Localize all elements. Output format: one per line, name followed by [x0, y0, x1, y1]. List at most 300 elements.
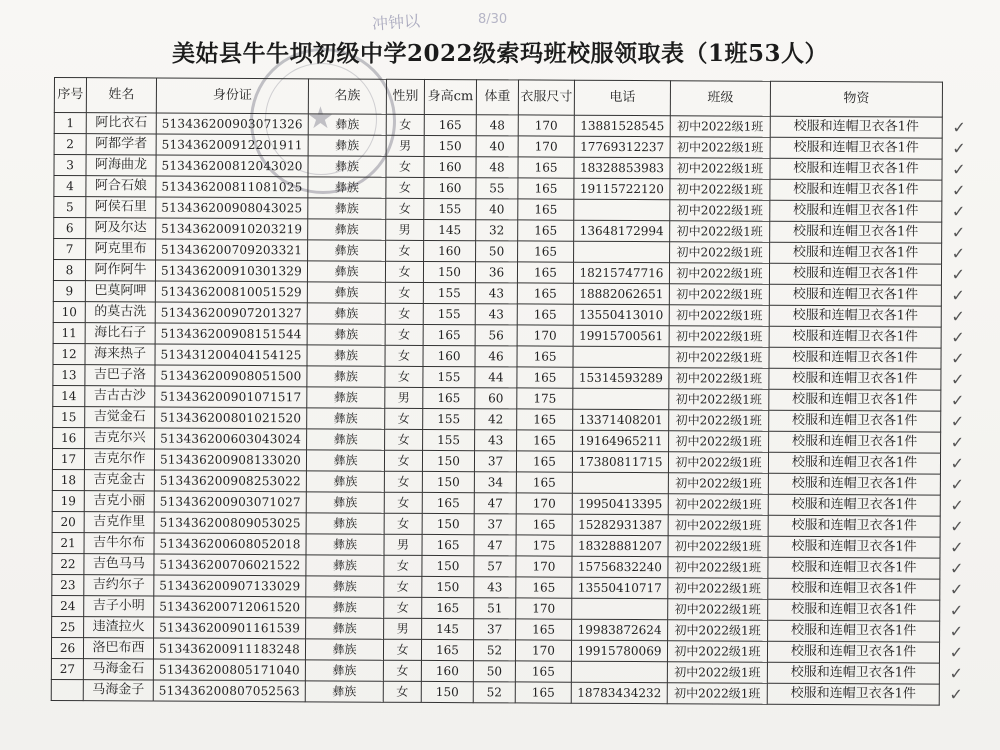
- cell-gender: 女: [386, 114, 424, 135]
- cell-id: 513436200910301329: [155, 260, 307, 282]
- cell-ethnicity: 彝族: [306, 597, 384, 618]
- cell-name: 马海金子: [83, 680, 153, 701]
- cell-size: 170: [515, 640, 571, 661]
- cell-items: 校服和连帽卫衣各1件 ✓: [770, 158, 942, 180]
- cell-class: 初中2022级1班: [669, 368, 769, 390]
- cell-ethnicity: 彝族: [307, 282, 385, 303]
- cell-height: 165: [422, 597, 474, 618]
- cell-index: 1: [54, 113, 86, 134]
- cell-items: 校服和连帽卫衣各1件 ✓: [770, 221, 942, 243]
- cell-weight: 37: [474, 514, 516, 535]
- cell-class: 初中2022级1班: [667, 683, 767, 705]
- cell-id: 513436200812043020: [156, 155, 308, 177]
- cell-gender: 男: [386, 135, 424, 156]
- checkmark-icon: ✓: [952, 117, 966, 137]
- cell-index: 15: [53, 406, 85, 427]
- cell-name: 吉牛尔布: [84, 533, 154, 554]
- cell-phone: 13648172994: [574, 220, 670, 242]
- checkmark-icon: ✓: [951, 180, 966, 200]
- cell-index: 13: [53, 364, 85, 385]
- cell-name: 巴莫阿呷: [85, 281, 155, 302]
- cell-id: 513436200810051529: [155, 281, 307, 303]
- cell-weight: 43: [475, 430, 517, 451]
- cell-phone: 19915700561: [573, 325, 669, 347]
- page-title: 美姑县牛牛坝初级中学2022级索玛班校服领取表（1班53人）: [171, 40, 829, 67]
- cell-gender: 女: [386, 177, 424, 198]
- cell-phone: 17769312237: [574, 136, 670, 158]
- cell-size: 165: [517, 346, 573, 367]
- cell-index: 9: [53, 280, 85, 301]
- checkmark-icon: ✓: [950, 390, 965, 410]
- cell-gender: 女: [384, 513, 422, 534]
- cell-gender: 女: [383, 639, 421, 660]
- cell-height: 160: [423, 345, 475, 366]
- checkmark-icon: ✓: [949, 579, 964, 599]
- cell-weight: 42: [475, 409, 517, 430]
- cell-gender: 女: [383, 660, 421, 681]
- cell-name: 吉克金古: [84, 470, 154, 491]
- cell-index: 23: [52, 574, 84, 595]
- cell-name: 吉克作里: [84, 512, 154, 533]
- cell-class: 初中2022级1班: [668, 599, 768, 621]
- cell-gender: 女: [385, 303, 423, 324]
- cell-size: 165: [518, 157, 574, 178]
- cell-phone: 18215747716: [573, 262, 669, 284]
- cell-name: 阿比衣石: [86, 113, 156, 134]
- cell-class: 初中2022级1班: [670, 221, 770, 243]
- cell-size: 175: [516, 535, 572, 556]
- cell-weight: 51: [474, 598, 516, 619]
- cell-weight: 32: [476, 220, 518, 241]
- cell-index: 25: [52, 616, 84, 637]
- cell-phone: [572, 598, 668, 620]
- cell-ethnicity: 彝族: [306, 534, 384, 555]
- cell-id: 513436200908253022: [154, 470, 306, 492]
- cell-name: 海比石子: [85, 323, 155, 344]
- cell-items: 校服和连帽卫衣各1件 ✓: [768, 473, 940, 495]
- cell-class: 初中2022级1班: [668, 452, 768, 474]
- cell-items: 校服和连帽卫衣各1件 ✓: [770, 242, 942, 264]
- cell-size: 165: [517, 409, 573, 430]
- col-header-name: 姓名: [86, 78, 156, 113]
- cell-height: 150: [422, 471, 474, 492]
- col-header-class: 班级: [670, 81, 770, 117]
- cell-ethnicity: 彝族: [306, 450, 384, 471]
- cell-weight: 48: [476, 115, 518, 136]
- checkmark-icon: ✓: [951, 222, 966, 242]
- cell-phone: [571, 661, 667, 683]
- checkmark-icon: ✓: [950, 474, 964, 494]
- cell-name: 违渣拉火: [84, 617, 154, 638]
- cell-size: 165: [517, 367, 573, 388]
- cell-ethnicity: 彝族: [308, 219, 386, 240]
- cell-index: 7: [54, 239, 86, 260]
- cell-weight: 50: [473, 661, 515, 682]
- cell-items: 校服和连帽卫衣各1件 ✓: [770, 137, 942, 159]
- cell-class: 初中2022级1班: [670, 179, 770, 201]
- cell-items: 校服和连帽卫衣各1件 ✓: [768, 536, 940, 558]
- cell-phone: 19164965211: [573, 430, 669, 452]
- cell-id: 513436200908151544: [155, 323, 307, 345]
- cell-phone: 18783434232: [571, 682, 667, 704]
- cell-gender: 女: [384, 492, 422, 513]
- cell-index: 11: [53, 322, 85, 343]
- cell-weight: 52: [473, 682, 515, 703]
- cell-index: 8: [53, 260, 85, 281]
- checkmark-icon: ✓: [951, 285, 965, 305]
- cell-gender: 女: [386, 198, 424, 219]
- checkmark-icon: ✓: [951, 243, 966, 263]
- cell-size: 170: [516, 556, 572, 577]
- cell-gender: 女: [385, 324, 423, 345]
- cell-weight: 60: [475, 388, 517, 409]
- cell-phone: 13371408201: [573, 409, 669, 431]
- cell-size: 165: [516, 472, 572, 493]
- cell-ethnicity: 彝族: [306, 492, 384, 513]
- cell-id: 513436200908133020: [154, 449, 306, 471]
- cell-class: 初中2022级1班: [669, 263, 769, 285]
- cell-gender: 女: [383, 681, 421, 702]
- cell-items: 校服和连帽卫衣各1件 ✓: [768, 578, 940, 600]
- cell-ethnicity: 彝族: [305, 660, 383, 681]
- cell-weight: 43: [475, 283, 517, 304]
- cell-phone: 19983872624: [572, 619, 668, 641]
- col-header-gender: 性别: [386, 79, 424, 114]
- cell-phone: 18882062651: [573, 283, 669, 305]
- checkmark-icon: ✓: [952, 159, 966, 179]
- cell-name: 吉克小丽: [84, 491, 154, 512]
- cell-id: 513436200903071326: [156, 113, 308, 135]
- cell-weight: 55: [476, 178, 518, 199]
- cell-gender: 女: [384, 555, 422, 576]
- cell-index: 4: [54, 176, 86, 197]
- cell-ethnicity: 彝族: [306, 576, 384, 597]
- uniform-roster-table: [51, 77, 966, 706]
- cell-name: 吉克尔作: [84, 449, 154, 470]
- cell-phone: [574, 199, 670, 221]
- cell-weight: 36: [475, 262, 517, 283]
- cell-weight: 37: [474, 619, 516, 640]
- cell-name: 吉约尔子: [84, 575, 154, 596]
- cell-height: 145: [424, 219, 476, 240]
- table-body: [51, 113, 966, 706]
- cell-gender: 女: [386, 240, 424, 261]
- cell-ethnicity: 彝族: [308, 177, 386, 198]
- cell-height: 165: [424, 114, 476, 135]
- cell-size: 165: [518, 178, 574, 199]
- table-row: [51, 679, 939, 705]
- cell-index: 22: [52, 553, 84, 574]
- cell-id: 513436200709203321: [156, 239, 308, 261]
- cell-height: 155: [423, 366, 475, 387]
- cell-height: 155: [424, 198, 476, 219]
- cell-class: 初中2022级1班: [669, 326, 769, 348]
- cell-items: 校服和连帽卫衣各1件 ✓: [770, 200, 942, 222]
- cell-height: 150: [422, 576, 474, 597]
- cell-id: 513436200912201911: [156, 134, 308, 156]
- cell-gender: 男: [384, 618, 422, 639]
- cell-items: 校服和连帽卫衣各1件 ✓: [769, 284, 941, 306]
- cell-ethnicity: 彝族: [305, 639, 383, 660]
- cell-class: 初中2022级1班: [670, 200, 770, 222]
- checkmark-icon: ✓: [950, 369, 965, 389]
- cell-phone: 13550410717: [572, 577, 668, 599]
- cell-class: 初中2022级1班: [668, 620, 768, 642]
- cell-height: 155: [423, 408, 475, 429]
- cell-height: 155: [423, 429, 475, 450]
- cell-id: 513436200901071517: [155, 386, 307, 408]
- cell-ethnicity: 彝族: [307, 303, 385, 324]
- cell-name: 吉觉金石: [85, 407, 155, 428]
- checkmark-icon: ✓: [951, 348, 965, 368]
- checkmark-icon: ✓: [951, 264, 966, 284]
- cell-phone: 18328881207: [572, 535, 668, 557]
- checkmark-icon: ✓: [950, 432, 965, 452]
- cell-class: 初中2022级1班: [668, 515, 768, 537]
- cell-height: 150: [423, 261, 475, 282]
- cell-id: 513436200910203219: [156, 218, 308, 240]
- handwritten-date: 8/30: [478, 12, 508, 27]
- cell-id: 513436200809053025: [154, 512, 306, 534]
- cell-name: 吉克尔兴: [85, 428, 155, 449]
- cell-size: 170: [517, 325, 573, 346]
- cell-class: 初中2022级1班: [669, 284, 769, 306]
- cell-phone: 17380811715: [572, 451, 668, 473]
- checkmark-icon: ✓: [951, 327, 965, 347]
- cell-phone: [573, 388, 669, 410]
- cell-class: 初中2022级1班: [669, 389, 769, 411]
- cell-name: 阿海曲龙: [86, 155, 156, 176]
- cell-size: 165: [516, 451, 572, 472]
- cell-weight: 43: [475, 304, 517, 325]
- cell-gender: 女: [384, 576, 422, 597]
- cell-id: 513436200805171040: [153, 659, 305, 681]
- cell-height: 165: [423, 387, 475, 408]
- cell-height: 150: [424, 135, 476, 156]
- cell-class: 初中2022级1班: [669, 347, 769, 369]
- cell-height: 145: [422, 618, 474, 639]
- checkmark-icon: ✓: [949, 621, 964, 641]
- cell-size: 165: [515, 682, 571, 703]
- cell-name: 阿及尔达: [86, 218, 156, 239]
- cell-index: 16: [53, 427, 85, 448]
- cell-index: 20: [52, 511, 84, 532]
- cell-name: 阿侯石里: [86, 197, 156, 218]
- cell-id: 513436200801021520: [155, 407, 307, 429]
- cell-index: 24: [52, 595, 84, 616]
- cell-ethnicity: 彝族: [306, 471, 384, 492]
- cell-items: 校服和连帽卫衣各1件 ✓: [769, 263, 941, 285]
- cell-phone: 13881528545: [574, 115, 670, 137]
- cell-phone: 15756832240: [572, 556, 668, 578]
- cell-name: 海来热子: [85, 344, 155, 365]
- cell-index: 18: [52, 469, 84, 490]
- cell-weight: 52: [473, 640, 515, 661]
- cell-class: 初中2022级1班: [667, 662, 767, 684]
- checkmark-icon: ✓: [952, 138, 966, 158]
- cell-weight: 44: [475, 367, 517, 388]
- cell-index: 2: [54, 134, 86, 155]
- cell-weight: 57: [474, 556, 516, 577]
- cell-ethnicity: 彝族: [308, 114, 386, 135]
- cell-index: 5: [54, 197, 86, 218]
- cell-height: 160: [424, 177, 476, 198]
- cell-index: 12: [53, 343, 85, 364]
- cell-class: 初中2022级1班: [669, 431, 769, 453]
- cell-ethnicity: 彝族: [307, 387, 385, 408]
- cell-index: 19: [52, 490, 84, 511]
- cell-gender: 男: [384, 534, 422, 555]
- cell-ethnicity: 彝族: [306, 555, 384, 576]
- cell-id: 513436200807052563: [153, 680, 305, 702]
- cell-items: 校服和连帽卫衣各1件 ✓: [768, 452, 940, 474]
- cell-name: 阿都学者: [86, 134, 156, 155]
- cell-phone: 19115722120: [574, 178, 670, 200]
- cell-items: 校服和连帽卫衣各1件 ✓: [769, 305, 941, 327]
- cell-name: 吉古古沙: [85, 386, 155, 407]
- cell-gender: 女: [386, 156, 424, 177]
- cell-gender: 男: [386, 219, 424, 240]
- checkmark-icon: ✓: [950, 537, 964, 557]
- cell-id: 513436200903071027: [154, 491, 306, 513]
- cell-weight: 34: [474, 472, 516, 493]
- cell-size: 165: [517, 304, 573, 325]
- cell-size: 170: [516, 598, 572, 619]
- col-header-phone: 电话: [574, 80, 670, 116]
- cell-height: 150: [421, 681, 473, 702]
- cell-items: 校服和连帽卫衣各1件 ✓: [768, 620, 940, 642]
- checkmark-icon: ✓: [950, 516, 964, 536]
- cell-class: 初中2022级1班: [668, 473, 768, 495]
- cell-size: 165: [516, 514, 572, 535]
- cell-gender: 女: [385, 282, 423, 303]
- col-header-size: 衣服尺寸: [518, 80, 574, 115]
- cell-ethnicity: 彝族: [308, 198, 386, 219]
- col-header-id: 身份证: [156, 78, 308, 114]
- cell-height: 160: [424, 240, 476, 261]
- cell-class: 初中2022级1班: [670, 242, 770, 264]
- checkmark-icon: ✓: [951, 201, 966, 221]
- cell-gender: 女: [384, 471, 422, 492]
- cell-name: 洛巴布西: [83, 638, 153, 659]
- cell-weight: 56: [475, 325, 517, 346]
- cell-index: 27: [51, 658, 83, 679]
- cell-height: 150: [422, 555, 474, 576]
- cell-phone: 18328853983: [574, 157, 670, 179]
- cell-index: 21: [52, 532, 84, 553]
- cell-id: 513436200908051500: [155, 365, 307, 387]
- cell-gender: 女: [385, 366, 423, 387]
- cell-size: 170: [518, 115, 574, 136]
- cell-phone: [574, 241, 670, 263]
- cell-name: 吉子小明: [84, 596, 154, 617]
- checkmark-icon: ✓: [949, 684, 963, 704]
- cell-items: 校服和连帽卫衣各1件 ✓: [767, 683, 939, 705]
- cell-phone: 15314593289: [573, 367, 669, 389]
- cell-items: 校服和连帽卫衣各1件 ✓: [768, 494, 940, 516]
- cell-height: 165: [422, 492, 474, 513]
- cell-name: 马海金石: [83, 659, 153, 680]
- cell-items: 校服和连帽卫衣各1件 ✓: [769, 368, 941, 390]
- checkmark-icon: ✓: [950, 411, 965, 431]
- cell-items: 校服和连帽卫衣各1件 ✓: [768, 599, 940, 621]
- cell-items: 校服和连帽卫衣各1件 ✓: [770, 116, 942, 138]
- cell-gender: 男: [385, 387, 423, 408]
- cell-gender: 女: [385, 429, 423, 450]
- cell-name: 阿克里布: [86, 239, 156, 260]
- cell-items: 校服和连帽卫衣各1件 ✓: [769, 347, 941, 369]
- checkmark-icon: ✓: [949, 600, 964, 620]
- cell-items: 校服和连帽卫衣各1件 ✓: [768, 515, 940, 537]
- cell-gender: 女: [385, 345, 423, 366]
- cell-name: 阿作阿牛: [85, 260, 155, 281]
- cell-height: 160: [424, 156, 476, 177]
- cell-weight: 47: [474, 535, 516, 556]
- cell-index: 6: [54, 218, 86, 239]
- cell-id: 513436200908043025: [156, 197, 308, 219]
- cell-id: 513436200706021522: [154, 554, 306, 576]
- cell-items: 校服和连帽卫衣各1件 ✓: [769, 326, 941, 348]
- checkmark-icon: ✓: [950, 495, 964, 515]
- checkmark-icon: ✓: [950, 453, 965, 473]
- cell-class: 初中2022级1班: [669, 305, 769, 327]
- cell-items: 校服和连帽卫衣各1件 ✓: [769, 410, 941, 432]
- col-header-height: 身高cm: [424, 79, 476, 114]
- cell-ethnicity: 彝族: [306, 513, 384, 534]
- cell-ethnicity: 彝族: [307, 366, 385, 387]
- cell-size: 165: [517, 262, 573, 283]
- cell-id: 513431200404154125: [155, 344, 307, 366]
- checkmark-icon: ✓: [949, 642, 964, 662]
- cell-gender: 女: [385, 408, 423, 429]
- cell-class: 初中2022级1班: [669, 410, 769, 432]
- cell-class: 初中2022级1班: [670, 116, 770, 138]
- cell-ethnicity: 彝族: [307, 345, 385, 366]
- cell-size: 170: [518, 136, 574, 157]
- cell-id: 513436200603043024: [155, 428, 307, 450]
- cell-height: 165: [422, 534, 474, 555]
- cell-gender: 女: [384, 450, 422, 471]
- cell-phone: 15282931387: [572, 514, 668, 536]
- cell-phone: 19915780069: [571, 640, 667, 662]
- cell-height: 160: [421, 660, 473, 681]
- cell-id: 513436200712061520: [154, 596, 306, 618]
- col-header-items: 物资: [770, 81, 942, 117]
- cell-items: 校服和连帽卫衣各1件 ✓: [770, 179, 942, 201]
- cell-height: 150: [422, 513, 474, 534]
- cell-id: 513436200608052018: [154, 533, 306, 555]
- cell-id: 513436200911183248: [153, 638, 305, 660]
- cell-id: 513436200901161539: [154, 617, 306, 639]
- cell-class: 初中2022级1班: [668, 578, 768, 600]
- cell-id: 513436200907133029: [154, 575, 306, 597]
- cell-weight: 40: [476, 136, 518, 157]
- checkmark-icon: ✓: [951, 306, 965, 326]
- cell-index: 10: [53, 301, 85, 322]
- cell-id: 513436200811081025: [156, 176, 308, 198]
- cell-phone: 13550413010: [573, 304, 669, 326]
- cell-class: 初中2022级1班: [667, 641, 767, 663]
- cell-size: 165: [516, 577, 572, 598]
- cell-size: 165: [518, 199, 574, 220]
- cell-phone: [572, 472, 668, 494]
- cell-size: 170: [516, 493, 572, 514]
- col-header-weight: 体重: [476, 80, 518, 115]
- cell-ethnicity: 彝族: [308, 135, 386, 156]
- table-header-row: [54, 78, 942, 118]
- cell-ethnicity: 彝族: [308, 156, 386, 177]
- cell-items: 校服和连帽卫衣各1件 ✓: [769, 431, 941, 453]
